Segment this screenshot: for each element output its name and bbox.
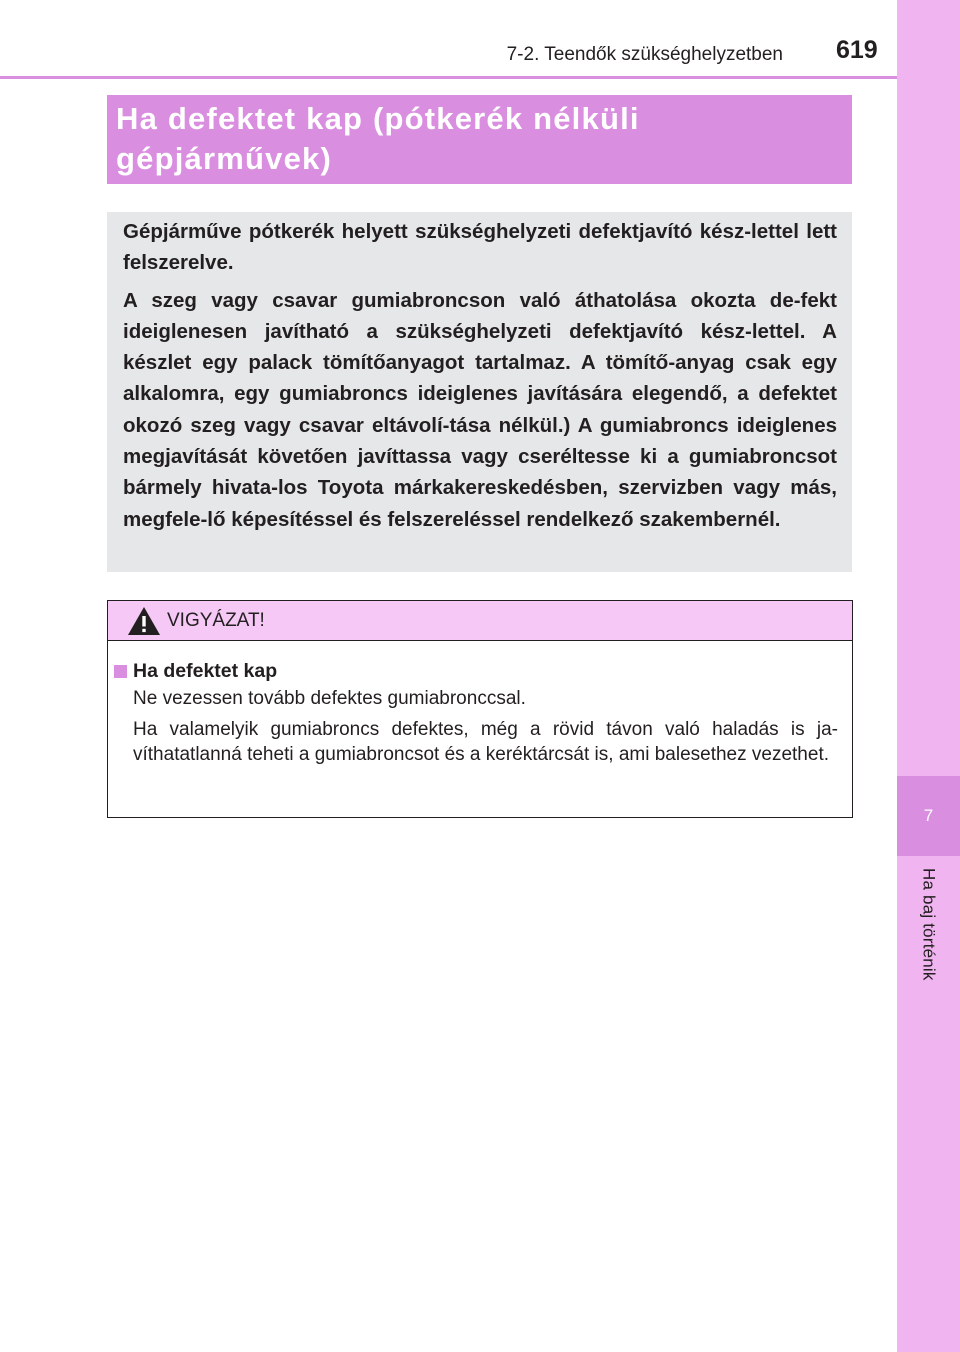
warning-line-1: Ne vezessen tovább defektes gumiabronccsal. bbox=[133, 688, 526, 709]
warning-header bbox=[108, 601, 852, 641]
side-tab bbox=[897, 0, 960, 1352]
warning-subheading-row bbox=[114, 660, 838, 683]
square-bullet-icon bbox=[114, 665, 127, 678]
chapter-label: Ha baj történik bbox=[919, 868, 939, 981]
chapter-label-container bbox=[897, 868, 960, 1008]
page-number: 619 bbox=[836, 36, 878, 64]
intro-paragraph-2: A szeg vagy csavar gumiabroncson való áthatolása okozta de-fekt ideiglenesen javítható a szükséghelyzeti defektjavító kész-lettel. A készlet egy palack tömítőanyagot tartalmaz. A tömítő-anyag csak egy alkalomra, egy gumiabroncs ideiglenes javítására elegendő, a defektet okozó szeg vagy csavar eltávolí-tása nélkül.) A gumiabroncs ideiglenes megjavítását követően javíttassa vagy cseréltesse ki a gumiabroncsot bármely hivata-los Toyota márkakereskedésben, szervizben vagy más, megfele-lő képesítéssel és felszereléssel rendelkező szakembernél. bbox=[123, 288, 837, 531]
warning-subheading: Ha defektet kap bbox=[133, 660, 278, 682]
warning-body bbox=[108, 641, 852, 767]
warning-line-2: Ha valamelyik gumiabroncs defektes, még a rövid távon való haladás is ja-víthatatlanná teheti a gumiabroncsot és a keréktárcsát is, ami balesethez vezethet. bbox=[133, 719, 838, 765]
intro-paragraph-1: Gépjárműve pótkerék helyett szükséghelyzeti defektjavító kész-lettel lett felszerelve. bbox=[123, 220, 837, 275]
header-rule bbox=[0, 76, 897, 79]
warning-box bbox=[107, 600, 853, 818]
title-bar bbox=[107, 95, 852, 184]
header-section-title: 7-2. Teendők szükséghelyzetben bbox=[506, 44, 783, 65]
page-title: Ha defektet kap (pótkerék nélküli gépjárművek) bbox=[116, 101, 640, 176]
intro-box bbox=[107, 212, 852, 572]
chapter-number: 7 bbox=[897, 776, 960, 856]
warning-title: VIGYÁZAT! bbox=[167, 609, 265, 631]
warning-triangle-icon bbox=[127, 606, 161, 636]
